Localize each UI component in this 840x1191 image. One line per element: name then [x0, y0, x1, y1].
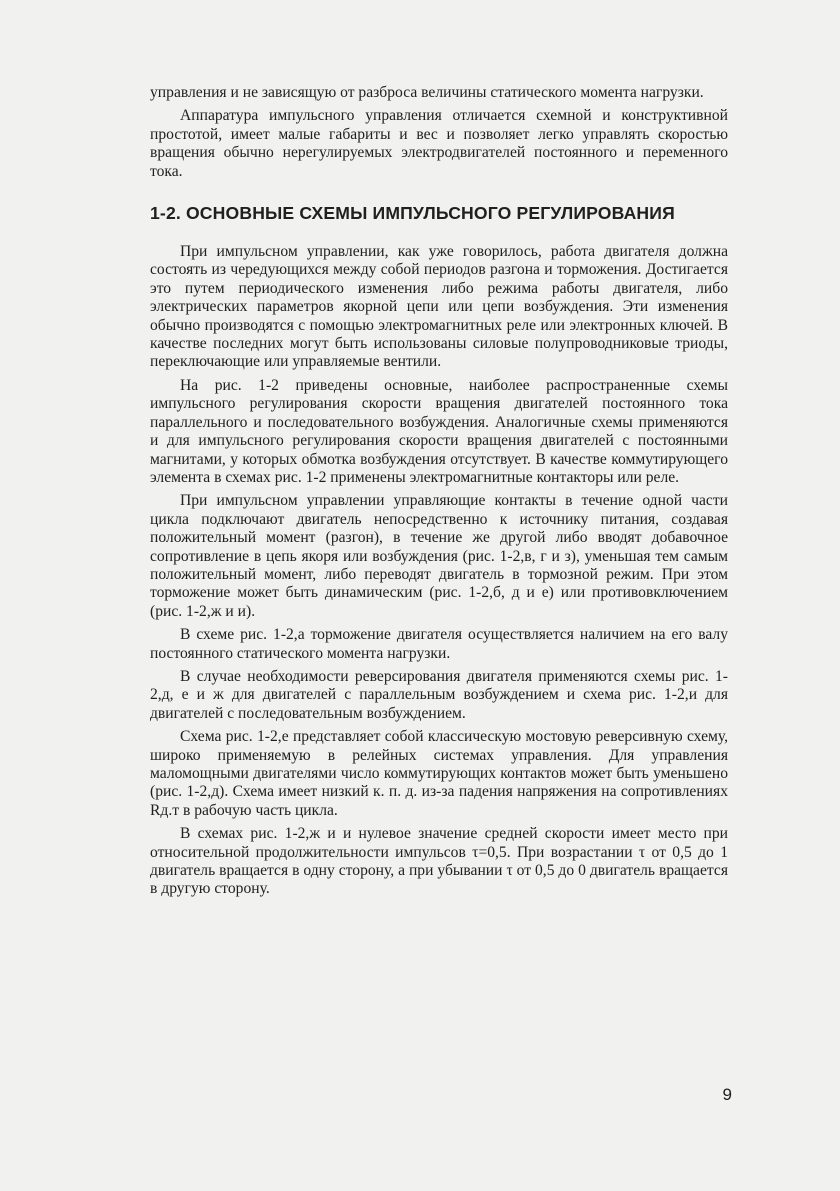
paragraph-5: В случае необходимости реверсирования двигателя применяются схемы рис. 1-2,д, е и ж для двигателей с параллельным возбуждением и схема рис. 1-2,и для двигателей с последовательным возбуждением. — [150, 667, 728, 722]
page-body — [150, 84, 728, 904]
paragraph-7: В схемах рис. 1-2,ж и и нулевое значение средней скорости имеет место при относительной продолжительности импульсов τ=0,5. При возрастании τ от 0,5 до 1 двигатель вращается в одну сторону, а при убывании τ от 0,5 до 0 двигатель вращается в другую сторону. — [150, 825, 728, 898]
paragraph-2: На рис. 1-2 приведены основные, наиболее распространенные схемы импульсного регулирования скорости вращения двигателей постоянного тока параллельного и последовательного возбуждения. Аналогичные схемы применяются и для импульсного регулирования скорости вращения двигателей с постоянными магнитами, у которых обмотка возбуждения отсутствует. В качестве коммутирующего элемента в схемах рис. 1-2 применены электромагнитные контакторы или реле. — [150, 376, 728, 486]
paragraph-continuation: управления и не зависящую от разброса величины статического момента нагрузки. — [150, 84, 704, 101]
paragraph-apparatus: Аппаратура импульсного управления отличается схемной и конструктивной простотой, имеет малые габариты и вес и позволяет легко управлять скоростью вращения обычно нерегулируемых электродвигателей постоянного и переменного тока. — [150, 107, 728, 180]
page-number: 9 — [722, 1085, 732, 1104]
paragraph-6: Схема рис. 1-2,е представляет собой классическую мостовую реверсивную схему, широко применяемую в релейных системах управления. Для управления маломощными двигателями число коммутирующих контактов может быть уменьшено (рис. 1-2,д). Схема имеет низкий к. п. д. из-за падения напряжения на сопротивлениях Rд.т в рабочую часть цикла. — [150, 728, 728, 819]
paragraph-3: При импульсном управлении управляющие контакты в течение одной части цикла подключают двигатель непосредственно к источнику питания, создавая положительный момент (разгон), в течение же другой либо вводят добавочное сопротивление в цепь якоря или возбуждения (рис. 1-2,в, г и з), уменьшая тем самым положительный момент, либо переводят двигатель в тормозной режим. При этом торможение может быть динамическим (рис. 1-2,б, д и е) или противовключением (рис. 1-2,ж и и). — [150, 492, 728, 620]
paragraph-1: При импульсном управлении, как уже говорилось, работа двигателя должна состоять из чередующихся между собой периодов разгона и торможения. Достигается это путем периодического изменения либо режима работы двигателя, либо электрических параметров якорной цепи или цепи возбуждения. Эти изменения обычно производятся с помощью электромагнитных реле или электронных ключей. В качестве последних могут быть использованы силовые полупроводниковые триоды, переключающие или управляемые вентили. — [150, 243, 728, 371]
paragraph-4: В схеме рис. 1-2,а торможение двигателя осуществляется наличием на его валу постоянного статического момента нагрузки. — [150, 626, 728, 662]
section-heading: 1-2. ОСНОВНЫЕ СХЕМЫ ИМПУЛЬСНОГО РЕГУЛИРОВАНИЯ — [150, 203, 675, 224]
